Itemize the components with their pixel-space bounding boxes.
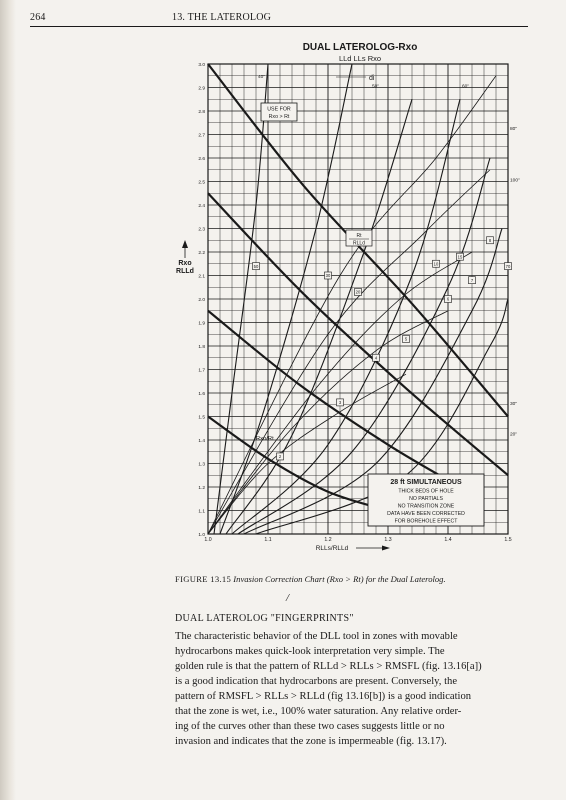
x-tick-label: 1.3 [384, 537, 392, 543]
body-line: pattern of RMSFL > RLLs > RLLd (fig 13.16[b]) is a good indication [175, 691, 472, 702]
body-line: invasion and indicates that the zone is impermeable (fig. 13.17). [175, 736, 447, 747]
marker-label: 50 [253, 263, 259, 269]
rxo-rt-marker [457, 253, 464, 260]
body-line: ing of the curves other than these two cases suggests little or no [175, 721, 445, 732]
stray-pen-mark: / [286, 592, 290, 604]
y-tick-label: 1.1 [198, 509, 205, 515]
y-tick-label: 2.9 [198, 86, 205, 92]
marker-label: 3 [338, 400, 342, 406]
note-line-3: NO PARTIALS [409, 496, 443, 502]
rxo-rt-marker [445, 296, 452, 303]
rxo-rt-marker [433, 260, 440, 267]
diameter-label: 50" [372, 84, 380, 90]
rxo-rt-marker [487, 237, 494, 244]
note-line-6: FOR BOREHOLE EFFECT [394, 518, 458, 525]
page-number: 264 [30, 12, 46, 23]
y-tick-label: 1.3 [198, 462, 205, 468]
y-tick-label: 1.7 [198, 368, 205, 374]
marker-label: 7 [470, 277, 474, 283]
y-tick-label: 2.6 [198, 156, 205, 162]
invasion-diameter-curve [226, 99, 412, 534]
y-tick-label: 2.4 [198, 203, 205, 209]
note-line-2: THICK BEDS OF HOLE [398, 488, 454, 495]
rt-rlld-bottom: RLLd [353, 240, 365, 247]
marker-label: 5 [404, 336, 408, 342]
body-line: is a good indication that hydrocarbons are present. Conversely, the [175, 676, 458, 687]
rxo-rt-marker [469, 277, 476, 284]
rxo-rt-marker [277, 453, 284, 460]
diameter-label: 60" [462, 84, 470, 90]
marker-label: 6 [446, 296, 450, 302]
chart-markers [253, 74, 521, 460]
diameter-label: 80" [510, 126, 518, 132]
figure-title: Invasion Correction Chart (Rxo > Rt) for the Dual Laterolog. [233, 574, 446, 584]
rt-rlld-curve [208, 311, 460, 487]
y-tick-label: 2.3 [198, 227, 205, 233]
y-axis-label-top: Rxo [178, 260, 192, 267]
x-axis-arrowhead [382, 546, 390, 551]
marker-label: 20 [355, 289, 361, 295]
y-tick-label: 2.1 [198, 274, 205, 280]
y-tick-label: 1.2 [198, 485, 205, 491]
marker-label: 4 [374, 355, 378, 361]
use-for-line-1: USE FOR [267, 106, 291, 113]
x-axis-label: RLLs/RLLd [315, 545, 349, 552]
y-tick-label: 1.6 [198, 391, 205, 397]
body-line: that the zone is wet, i.e., 100% water saturation. Any relative order- [175, 706, 462, 717]
marker-label: 70 [505, 263, 511, 269]
y-axis-label-bottom: RLLd [176, 268, 194, 275]
y-tick-label: 1.0 [198, 532, 205, 538]
header-rule [30, 26, 528, 27]
x-tick-label: 1.2 [324, 537, 332, 543]
di-label: di [369, 75, 375, 82]
rxo-rt-label: Rxo/Rt [256, 436, 274, 442]
rxo-rt-marker [505, 263, 512, 270]
diameter-label: 20" [510, 432, 518, 438]
chapter-title: 13. THE LATEROLOG [172, 12, 272, 23]
chart-ticks [198, 62, 511, 543]
x-tick-label: 1.4 [444, 537, 452, 543]
rxo-rt-marker [355, 288, 362, 295]
y-tick-label: 1.8 [198, 344, 205, 350]
marker-label: 8 [488, 237, 492, 243]
x-tick-label: 1.0 [204, 537, 212, 543]
body-line: The characteristic behavior of the DLL tool in zones with movable [175, 631, 458, 642]
y-tick-label: 2.0 [198, 297, 205, 303]
diameter-label: 40" [258, 75, 266, 81]
marker-label: 2 [278, 454, 282, 460]
marker-label: 15 [457, 254, 463, 260]
chart-grid [208, 64, 508, 534]
y-tick-label: 1.4 [198, 438, 205, 444]
body-line: hydrocarbons makes quick-look interpretation very simple. The [175, 646, 445, 657]
note-line-4: NO TRANSITION ZONE [397, 503, 455, 510]
invasion-diameter-curve [232, 99, 460, 534]
note-line-5: DATA HAVE BEEN CORRECTED [387, 511, 465, 517]
y-tick-label: 2.7 [198, 133, 205, 139]
rxo-rt-marker [337, 399, 344, 406]
x-tick-label: 1.5 [504, 537, 512, 543]
body-paragraph [175, 629, 525, 749]
diameter-label: 30" [510, 401, 518, 407]
figure-label: FIGURE 13.15 [175, 574, 232, 584]
y-tick-label: 3.0 [198, 62, 205, 68]
rxo-rt-marker [403, 335, 410, 342]
book-spine-shadow [0, 0, 16, 800]
x-tick-label: 1.1 [264, 537, 272, 543]
rxo-rt-marker [253, 263, 260, 270]
y-tick-label: 2.2 [198, 250, 205, 256]
rt-rlld-top: Rt [356, 233, 362, 239]
y-tick-label: 1.9 [198, 321, 205, 327]
body-line: golden rule is that the pattern of RLLd > RLLs > RMSFL (fig. 13.16[a]) [175, 661, 482, 672]
marker-label: 30 [325, 273, 331, 279]
use-for-line-2: Rxo > Rt [268, 114, 290, 120]
note-line-1: 28 ft SIMULTANEOUS [390, 479, 462, 486]
rxo-rt-marker [373, 354, 380, 361]
y-axis-arrowhead [182, 240, 188, 248]
marker-label: 10 [433, 261, 439, 267]
section-heading: DUAL LATEROLOG "FINGERPRINTS" [175, 613, 354, 624]
y-tick-label: 2.5 [198, 180, 205, 186]
chart-subtitle: LLd LLs Rxo [338, 54, 382, 63]
rxo-rt-marker [325, 272, 332, 279]
chart-title: DUAL LATEROLOG-Rxo [302, 42, 418, 53]
figure-caption [175, 574, 535, 584]
y-tick-label: 2.8 [198, 109, 205, 115]
diameter-label: 100" [510, 178, 520, 184]
y-tick-label: 1.5 [198, 415, 205, 421]
invasion-correction-chart [160, 36, 530, 566]
